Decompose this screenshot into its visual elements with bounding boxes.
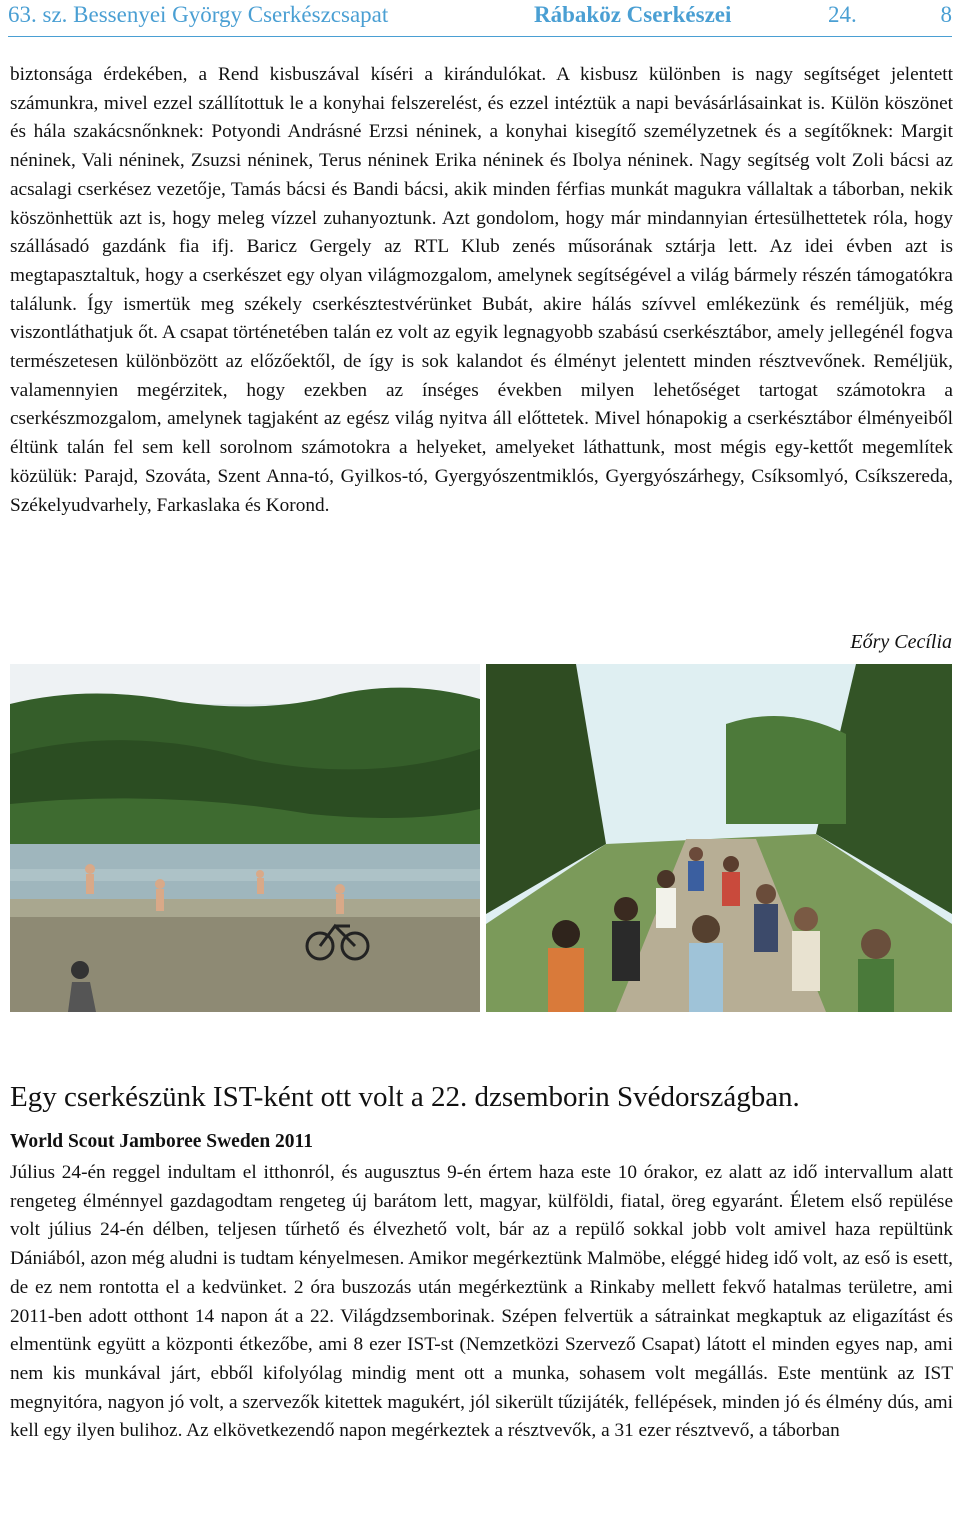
hikers-photo bbox=[486, 664, 952, 1012]
article1-body: biztonsága érdekében, a Rend kisbuszával kíséri a kirándulókat. A kisbusz különben is nagy segítséget jelentett számunkra, mivel ezzel szállítottuk le a konyhai felszerelést, és ezzel intéztük a napi bevásárlásainkat is. Külön köszönet és hála szakácsnőnknek: Potyondi Andrásné Erzsi néninek, a konyhai kisegítő személyzetnek és a segítőknek: Margit néninek, Vali néninek, Zsuzsi néninek, Terus néninek Erika néninek és Ibolya néninek. Nagy segítség volt Zoli bácsi az acsalagi cserkésez vezetője, Tamás bácsi és Bandi bácsi, akik minden férfias munkát magukra vállaltak a táborban, nekik köszönhettük azt is, hogy meleg vízzel zuhanyoztunk. Azt gondolom, hogy már mindannyian értesülhettetek róla, hogy szállásadó gazdánk fia ifj. Baricz Gergely az RTL Klub zenés műsorának sztárja lett. Az idei évben azt is megtapasztaltuk, hogy a cserkészet egy olyan világmozgalom, amelynek segítségével a világ bármely részén támogatókra találunk. Így ismertük meg székely cserkésztestvérünket Bubát, akire hálás szívvel emlékezünk és reméljük, még viszontláthatjuk őt. A csapat történetében talán ez volt az egyik legnagyobb szabású cserkésztábor, amely jellegénél fogva természetesen különbözött az előzőektől, de így is sok kalandot és élményt jelentett minden résztvevőnek. Reméljük, valamennyien megérzitek, hogy ezekben az ínséges években milyen lehetőséget tartogat számotokra a cserkészmozgalom, amelynek tagjaként az egész világ nyitva áll előttetek. Mivel hónapokig a cserkésztábor élményeiből éltünk talán fel sem kell sorolnom számotokra a helyeket, amelyeket láthattunk, most mégis egy-kettőt megemlítek közülük: Parajd, Szováta, Szent Anna-tó, Gyilkos-tó, Gyergyószentmiklós, Gyergyószárhegy, Csíksomlyó, Csíkszereda, Székelyudvarhely, Farkaslaka és Korond. bbox=[10, 64, 953, 516]
header-troop-name: 63. sz. Bessenyei György Cserkészcsapat bbox=[8, 2, 389, 27]
article2-body: Július 24-én reggel indultam el itthonról, és augusztus 9-én értem haza este 10 órakor, ez alatt az idő intervallum alatt rengeteg élménnyel gazdagodtam rengeteg új barátom lett, magyar, külföldi, fiatal, öreg egyaránt. Életem első repülése volt július 24-én délben, teljesen tűrhető és élvezhető volt, bár az a repülő sokkal jobb volt amivel haza repültünk Dániából, azon még aludni is tudtam kényelmesen. Amikor megérkeztünk Malmöbe, eléggé hideg idő volt, az eső is esett, de ez nem rontotta el a kedvünket. 2 óra buszozás után megérkeztünk a Rinkaby mellett fekvő hatalmas területre, ami 2011-ben adott otthont 14 napon át a 22. Világdzsemborinak. Szépen felvertük a sátrainkat megkaptuk az eligazítást és elmentünk együtt a központi étkezőbe, ami 8 ezer IST-st (Nemzetközi Szervező Csapat) látott el minden egyes nap, ami nem kis munkával járt, ebből kifolyólag mindig ment ott a munka, sohasem volt megállás. Este mentünk az IST megnyitóra, nagyon jó volt, a szervezők kitettek magukért, jól sikerült tűzijáték, fellépések, minden jó és élmény dús, ami kell egy ilyen bulihoz. Az elkövetkezendő napon megérkeztek a résztvevők, a 31 ezer résztvevő, a táborban bbox=[10, 1162, 953, 1442]
header-page-number: 8 bbox=[940, 2, 952, 27]
header-issue-number: 24. bbox=[828, 2, 857, 27]
header-rule bbox=[8, 36, 952, 37]
article2-subheading: World Scout Jamboree Sweden 2011 bbox=[10, 1131, 313, 1152]
page-header bbox=[8, 0, 952, 36]
article1-author: Eőry Cecília bbox=[850, 631, 952, 653]
lake-photo bbox=[10, 664, 480, 1012]
article2-heading: Egy cserkészünk IST-ként ott volt a 22. dzsemborin Svédországban. bbox=[10, 1081, 800, 1113]
header-publication-title: Rábaköz Cserkészei bbox=[534, 2, 732, 27]
